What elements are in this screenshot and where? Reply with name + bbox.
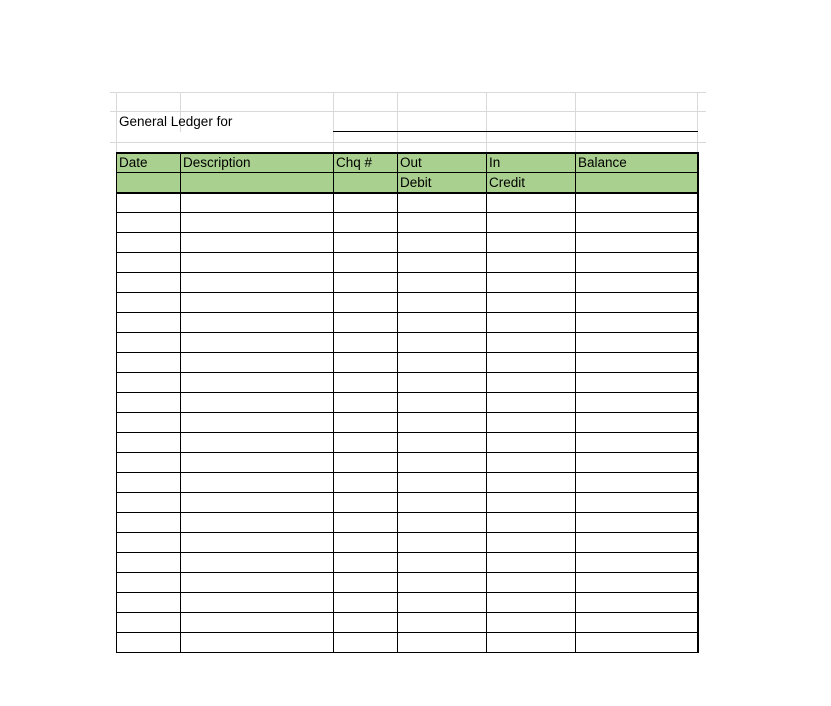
ledger-cell[interactable] (117, 213, 180, 232)
ledger-cell[interactable] (398, 573, 486, 592)
ledger-cell[interactable] (181, 393, 333, 412)
gridline (486, 92, 487, 152)
ledger-cell[interactable] (334, 573, 397, 592)
gridline (575, 92, 576, 152)
ledger-cell[interactable] (334, 533, 397, 552)
ledger-cell[interactable] (117, 453, 180, 472)
ledger-cell[interactable] (181, 233, 333, 252)
ledger-cell[interactable] (334, 273, 397, 292)
ledger-cell[interactable] (487, 473, 575, 492)
ledger-cell[interactable] (181, 573, 333, 592)
ledger-cell[interactable] (334, 493, 397, 512)
ledger-cell[interactable] (398, 393, 486, 412)
ledger-cell[interactable] (334, 613, 397, 632)
ledger-title: General Ledger for (119, 114, 233, 129)
ledger-cell[interactable] (117, 313, 180, 332)
ledger-cell[interactable] (487, 613, 575, 632)
ledger-cell[interactable] (576, 233, 697, 252)
ledger-cell[interactable] (117, 633, 180, 652)
row-border (116, 172, 699, 173)
ledger-cell[interactable] (117, 433, 180, 452)
ledger-cell[interactable] (117, 573, 180, 592)
ledger-cell[interactable] (334, 373, 397, 392)
ledger-cell[interactable] (576, 433, 697, 452)
ledger-cell[interactable] (334, 593, 397, 612)
ledger-cell[interactable] (334, 293, 397, 312)
ledger-cell[interactable] (576, 333, 697, 352)
ledger-cell[interactable] (117, 233, 180, 252)
ledger-cell[interactable] (398, 613, 486, 632)
ledger-cell[interactable] (334, 353, 397, 372)
ledger-cell[interactable] (181, 353, 333, 372)
ledger-cell[interactable] (398, 213, 486, 232)
ledger-cell[interactable] (181, 633, 333, 652)
ledger-cell[interactable] (576, 593, 697, 612)
gridline (397, 92, 398, 152)
ledger-cell[interactable] (181, 513, 333, 532)
ledger-cell[interactable] (181, 253, 333, 272)
ledger-cell[interactable] (334, 453, 397, 472)
ledger-cell[interactable] (487, 253, 575, 272)
ledger-cell[interactable] (487, 273, 575, 292)
header-description: Description (183, 155, 251, 170)
ledger-cell[interactable] (334, 513, 397, 532)
ledger-cell[interactable] (487, 593, 575, 612)
ledger-cell[interactable] (334, 413, 397, 432)
ledger-cell[interactable] (334, 253, 397, 272)
gridline (110, 142, 706, 143)
ledger-cell[interactable] (487, 513, 575, 532)
gridline (697, 92, 698, 152)
ledger-cell[interactable] (487, 333, 575, 352)
ledger-cell[interactable] (576, 373, 697, 392)
header-chq: Chq # (336, 155, 373, 170)
row-border (116, 652, 699, 653)
ledger-cell[interactable] (398, 193, 486, 212)
ledger-cell[interactable] (576, 633, 697, 652)
header-in: In (489, 155, 501, 170)
ledger-cell[interactable] (181, 213, 333, 232)
ledger-cell[interactable] (398, 353, 486, 372)
ledger-cell[interactable] (398, 533, 486, 552)
ledger-cell[interactable] (181, 293, 333, 312)
ledger-cell[interactable] (398, 633, 486, 652)
ledger-cell[interactable] (181, 453, 333, 472)
ledger-cell[interactable] (487, 353, 575, 372)
column-border (697, 152, 699, 652)
gridline (333, 92, 334, 152)
ledger-cell[interactable] (487, 493, 575, 512)
ledger-cell[interactable] (117, 513, 180, 532)
ledger-cell[interactable] (181, 313, 333, 332)
ledger-cell[interactable] (398, 333, 486, 352)
ledger-cell[interactable] (181, 553, 333, 572)
ledger-cell[interactable] (117, 293, 180, 312)
ledger-cell[interactable] (487, 433, 575, 452)
ledger-cell[interactable] (117, 393, 180, 412)
ledger-cell[interactable] (117, 193, 180, 212)
ledger-cell[interactable] (117, 473, 180, 492)
ledger-cell[interactable] (334, 193, 397, 212)
ledger-cell[interactable] (487, 293, 575, 312)
ledger-cell[interactable] (487, 313, 575, 332)
ledger-cell[interactable] (334, 313, 397, 332)
ledger-cell[interactable] (398, 313, 486, 332)
ledger-cell[interactable] (576, 353, 697, 372)
ledger-cell[interactable] (576, 533, 697, 552)
ledger-cell[interactable] (117, 333, 180, 352)
row-border (116, 152, 699, 154)
ledger-cell[interactable] (487, 233, 575, 252)
ledger-cell[interactable] (334, 393, 397, 412)
ledger-cell[interactable] (117, 253, 180, 272)
ledger-cell[interactable] (117, 273, 180, 292)
header-balance: Balance (578, 155, 627, 170)
ledger-cell[interactable] (487, 533, 575, 552)
ledger-cell[interactable] (487, 453, 575, 472)
header-debit: Debit (400, 175, 432, 190)
ledger-cell[interactable] (576, 493, 697, 512)
ledger-cell[interactable] (117, 533, 180, 552)
ledger-cell[interactable] (398, 413, 486, 432)
ledger-cell[interactable] (181, 373, 333, 392)
ledger-cell[interactable] (487, 573, 575, 592)
ledger-cell[interactable] (398, 513, 486, 532)
ledger-cell[interactable] (398, 273, 486, 292)
ledger-cell[interactable] (576, 573, 697, 592)
ledger-cell[interactable] (576, 193, 697, 212)
ledger-cell[interactable] (181, 533, 333, 552)
ledger-cell[interactable] (576, 253, 697, 272)
header-credit: Credit (489, 175, 526, 190)
ledger-cell[interactable] (398, 373, 486, 392)
gridline (116, 92, 117, 152)
ledger-cell[interactable] (576, 513, 697, 532)
ledger-cell[interactable] (334, 433, 397, 452)
ledger-cell[interactable] (398, 453, 486, 472)
ledger-cell[interactable] (181, 473, 333, 492)
gridline (110, 111, 706, 112)
ledger-cell[interactable] (398, 433, 486, 452)
ledger-cell[interactable] (334, 213, 397, 232)
ledger-cell[interactable] (181, 273, 333, 292)
ledger-cell[interactable] (181, 193, 333, 212)
ledger-cell[interactable] (487, 213, 575, 232)
ledger-cell[interactable] (576, 293, 697, 312)
ledger-cell[interactable] (487, 193, 575, 212)
ledger-cell[interactable] (487, 373, 575, 392)
ledger-cell[interactable] (334, 553, 397, 572)
ledger-cell[interactable] (398, 593, 486, 612)
header-out: Out (400, 155, 422, 170)
ledger-cell[interactable] (117, 613, 180, 632)
ledger-cell[interactable] (334, 473, 397, 492)
ledger-cell[interactable] (181, 613, 333, 632)
ledger-cell[interactable] (576, 413, 697, 432)
ledger-cell[interactable] (576, 213, 697, 232)
ledger-cell[interactable] (487, 393, 575, 412)
ledger-cell[interactable] (181, 493, 333, 512)
ledger-cell[interactable] (576, 473, 697, 492)
gridline (110, 92, 706, 93)
ledger-cell[interactable] (576, 273, 697, 292)
ledger-cell[interactable] (181, 433, 333, 452)
ledger-cell[interactable] (398, 253, 486, 272)
ledger-cell[interactable] (181, 593, 333, 612)
ledger-cell[interactable] (487, 553, 575, 572)
ledger-cell[interactable] (398, 473, 486, 492)
title-underline (333, 131, 698, 132)
ledger-cell[interactable] (334, 333, 397, 352)
ledger-cell[interactable] (117, 553, 180, 572)
ledger-cell[interactable] (117, 353, 180, 372)
ledger-cell[interactable] (117, 413, 180, 432)
ledger-cell[interactable] (398, 553, 486, 572)
ledger-cell[interactable] (181, 413, 333, 432)
ledger-cell[interactable] (398, 293, 486, 312)
header-left-edge (116, 152, 117, 192)
header-date: Date (119, 155, 148, 170)
ledger-cell[interactable] (576, 313, 697, 332)
ledger-cell[interactable] (398, 233, 486, 252)
ledger-cell[interactable] (117, 373, 180, 392)
ledger-cell[interactable] (334, 233, 397, 252)
ledger-cell[interactable] (181, 333, 333, 352)
ledger-cell[interactable] (576, 553, 697, 572)
ledger-cell[interactable] (117, 593, 180, 612)
ledger-cell[interactable] (334, 633, 397, 652)
ledger-cell[interactable] (576, 453, 697, 472)
ledger-cell[interactable] (576, 393, 697, 412)
ledger-cell[interactable] (576, 613, 697, 632)
ledger-cell[interactable] (398, 493, 486, 512)
ledger-cell[interactable] (487, 633, 575, 652)
ledger-cell[interactable] (487, 413, 575, 432)
ledger-cell[interactable] (117, 493, 180, 512)
